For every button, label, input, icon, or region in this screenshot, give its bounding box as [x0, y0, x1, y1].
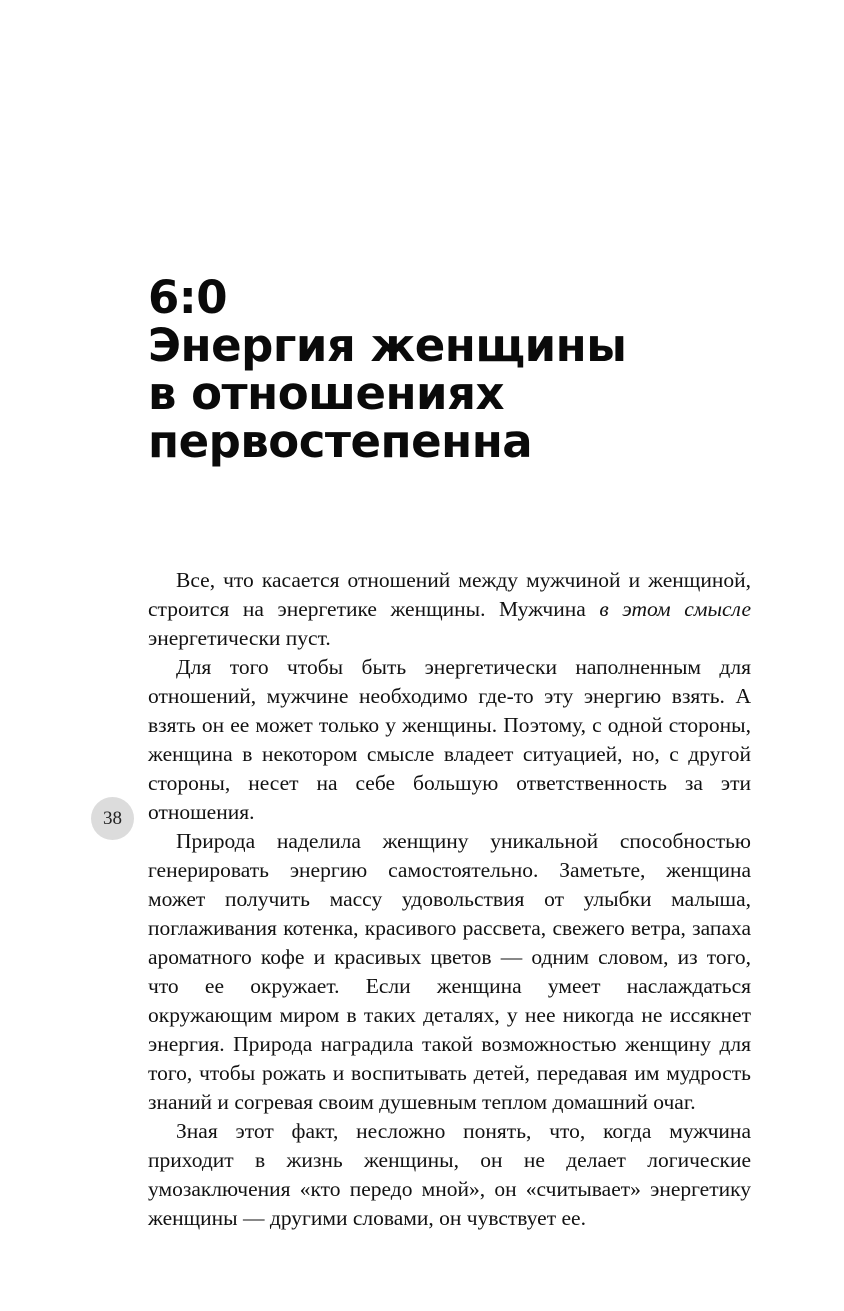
chapter-title: [148, 271, 768, 468]
page-number: 38: [91, 797, 134, 840]
chapter-title-line-1: Энергия женщины: [148, 319, 627, 372]
chapter-number: 6:0: [148, 271, 228, 324]
paragraph-2: Для того чтобы быть энергетически наполненным для отношений, мужчине необходимо где-то эту энергию взять. А взять он ее может только у женщины. Поэтому, с одной стороны, женщина в некотором смысле владеет ситуацией, но, с другой стороны, несет на себе большую ответственность за эти отношения.: [148, 655, 751, 824]
chapter-title-line-3: первостепенна: [148, 415, 533, 468]
emphasis-text: в этом смысле: [599, 597, 752, 621]
paragraph-1: [148, 566, 751, 653]
paragraph-3: Природа наделила женщину уникальной способностью генерировать энергию самостоятельно. Заметьте, женщина может получить массу удовольствия от улыбки малыша, поглаживания котенка, красивого рассвета, свежего ветра, запаха ароматного кофе и красивых цветов — одним словом, из того, что ее окружает. Если женщина умеет наслаждаться окружающим миром в таких деталях, у нее никогда не иссякнет энергия. Природа наградила такой возможностью женщину для того, чтобы рожать и воспитывать детей, передавая им мудрость знаний и согревая своим душевным теплом домашний очаг.: [148, 829, 751, 1114]
chapter-title-line-2: в отношениях: [148, 367, 504, 420]
paragraph-1-end: энергетически пуст.: [148, 626, 331, 650]
paragraph-1-start: Все, что касается отношений между мужчиной и женщиной, строится на энергетике женщины. Мужчина: [148, 568, 751, 621]
body-text: [148, 566, 751, 1233]
paragraph-4: Зная этот факт, несложно понять, что, когда мужчина приходит в жизнь женщины, он не делает логические умозаключения «кто передо мной», он «считывает» энергетику женщины — другими словами, он чувствует ее.: [148, 1119, 751, 1230]
